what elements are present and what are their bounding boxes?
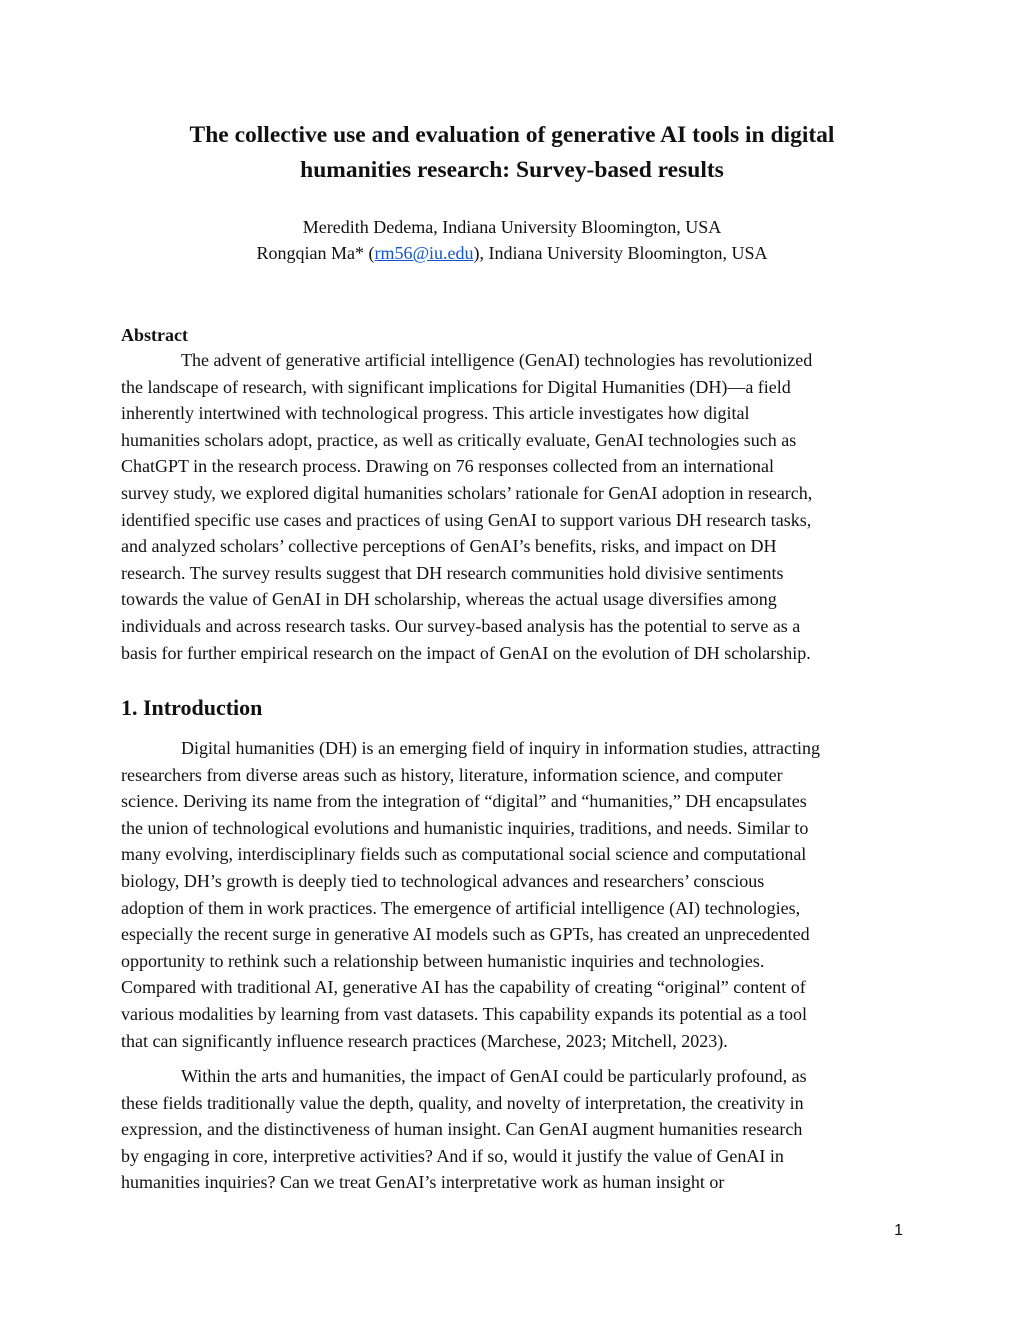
- abstract-line: towards the value of GenAI in DH scholarship, whereas the actual usage diversifies among: [121, 589, 777, 610]
- section-heading-introduction: 1. Introduction: [121, 695, 263, 720]
- author-email-link[interactable]: rm56@iu.edu: [374, 243, 474, 263]
- abstract-heading: Abstract: [121, 325, 188, 345]
- paragraph-line: biology, DH’s growth is deeply tied to technological advances and researchers’ conscious: [121, 870, 765, 891]
- abstract-line: and analyzed scholars’ collective perceptions of GenAI’s benefits, risks, and impact on DH: [121, 536, 777, 557]
- title-line: humanities research: Survey-based results: [300, 157, 724, 183]
- paragraph-line: these fields traditionally value the depth, quality, and novelty of interpretation, the creativity in: [121, 1092, 804, 1113]
- abstract-line: research. The survey results suggest that DH research communities hold divisive sentiments: [121, 562, 784, 583]
- abstract-line: The advent of generative artificial intelligence (GenAI) technologies has revolutionized: [181, 350, 813, 370]
- author-list: [120, 214, 904, 266]
- paragraph-line: the union of technological evolutions and humanistic inquiries, traditions, and needs. Similar to: [121, 817, 809, 838]
- abstract-line: individuals and across research tasks. Our survey-based analysis has the potential to serve as a: [121, 615, 801, 636]
- abstract-line: the landscape of research, with significant implications for Digital Humanities (DH)—a field: [121, 376, 791, 397]
- paragraph-line: many evolving, interdisciplinary fields such as computational social science and computational: [121, 844, 807, 865]
- page-number: 1: [894, 1222, 903, 1239]
- paragraph-line: science. Deriving its name from the integration of “digital” and “humanities,” DH encapsulates: [121, 791, 807, 812]
- title-line: The collective use and evaluation of generative AI tools in digital: [189, 122, 835, 148]
- paper-title: [120, 118, 904, 188]
- paragraph-line: humanities inquiries? Can we treat GenAI’s interpretative work as human insight or: [121, 1172, 725, 1193]
- paragraph-line: various modalities by learning from vast datasets. This capability expands its potential as a tool: [121, 1003, 808, 1024]
- abstract-line: survey study, we explored digital humanities scholars’ rationale for GenAI adoption in research,: [121, 482, 813, 503]
- abstract-body: [121, 347, 921, 666]
- paragraph-line: expression, and the distinctiveness of human insight. Can GenAI augment humanities research: [121, 1119, 803, 1140]
- introduction-paragraph-1: [121, 735, 921, 1054]
- paragraph-line: Within the arts and humanities, the impact of GenAI could be particularly profound, as: [181, 1066, 807, 1086]
- abstract-line: identified specific use cases and practices of using GenAI to support various DH research tasks,: [121, 509, 812, 530]
- abstract-line: ChatGPT in the research process. Drawing on 76 responses collected from an international: [121, 456, 774, 477]
- paragraph-line: researchers from diverse areas such as history, literature, information science, and computer: [121, 764, 783, 785]
- author-line: [120, 240, 904, 266]
- author-name: Rongqian Ma* (: [256, 243, 375, 263]
- paragraph-line: by engaging in core, interpretive activities? And if so, would it justify the value of GenAI in: [121, 1145, 784, 1166]
- introduction-paragraph-2: [121, 1063, 921, 1196]
- abstract-line: basis for further empirical research on the impact of GenAI on the evolution of DH scholarship.: [121, 642, 811, 663]
- paragraph-line: Digital humanities (DH) is an emerging field of inquiry in information studies, attracting: [181, 738, 821, 758]
- abstract-line: humanities scholars adopt, practice, as well as critically evaluate, GenAI technologies such as: [121, 429, 797, 450]
- paragraph-line: that can significantly influence research practices (Marchese, 2023; Mitchell, 2023).: [121, 1030, 728, 1051]
- paragraph-line: opportunity to rethink such a relationship between humanistic inquiries and technologies.: [121, 950, 765, 971]
- author-line: Meredith Dedema, Indiana University Bloomington, USA: [302, 217, 722, 237]
- abstract-line: inherently intertwined with technological progress. This article investigates how digital: [121, 403, 750, 424]
- paragraph-line: adoption of them in work practices. The emergence of artificial intelligence (AI) technologies,: [121, 897, 801, 918]
- paragraph-line: Compared with traditional AI, generative AI has the capability of creating “original” content of: [121, 977, 806, 998]
- author-affiliation: ), Indiana University Bloomington, USA: [473, 243, 768, 263]
- paragraph-line: especially the recent surge in generative AI models such as GPTs, has created an unprecedented: [121, 924, 810, 945]
